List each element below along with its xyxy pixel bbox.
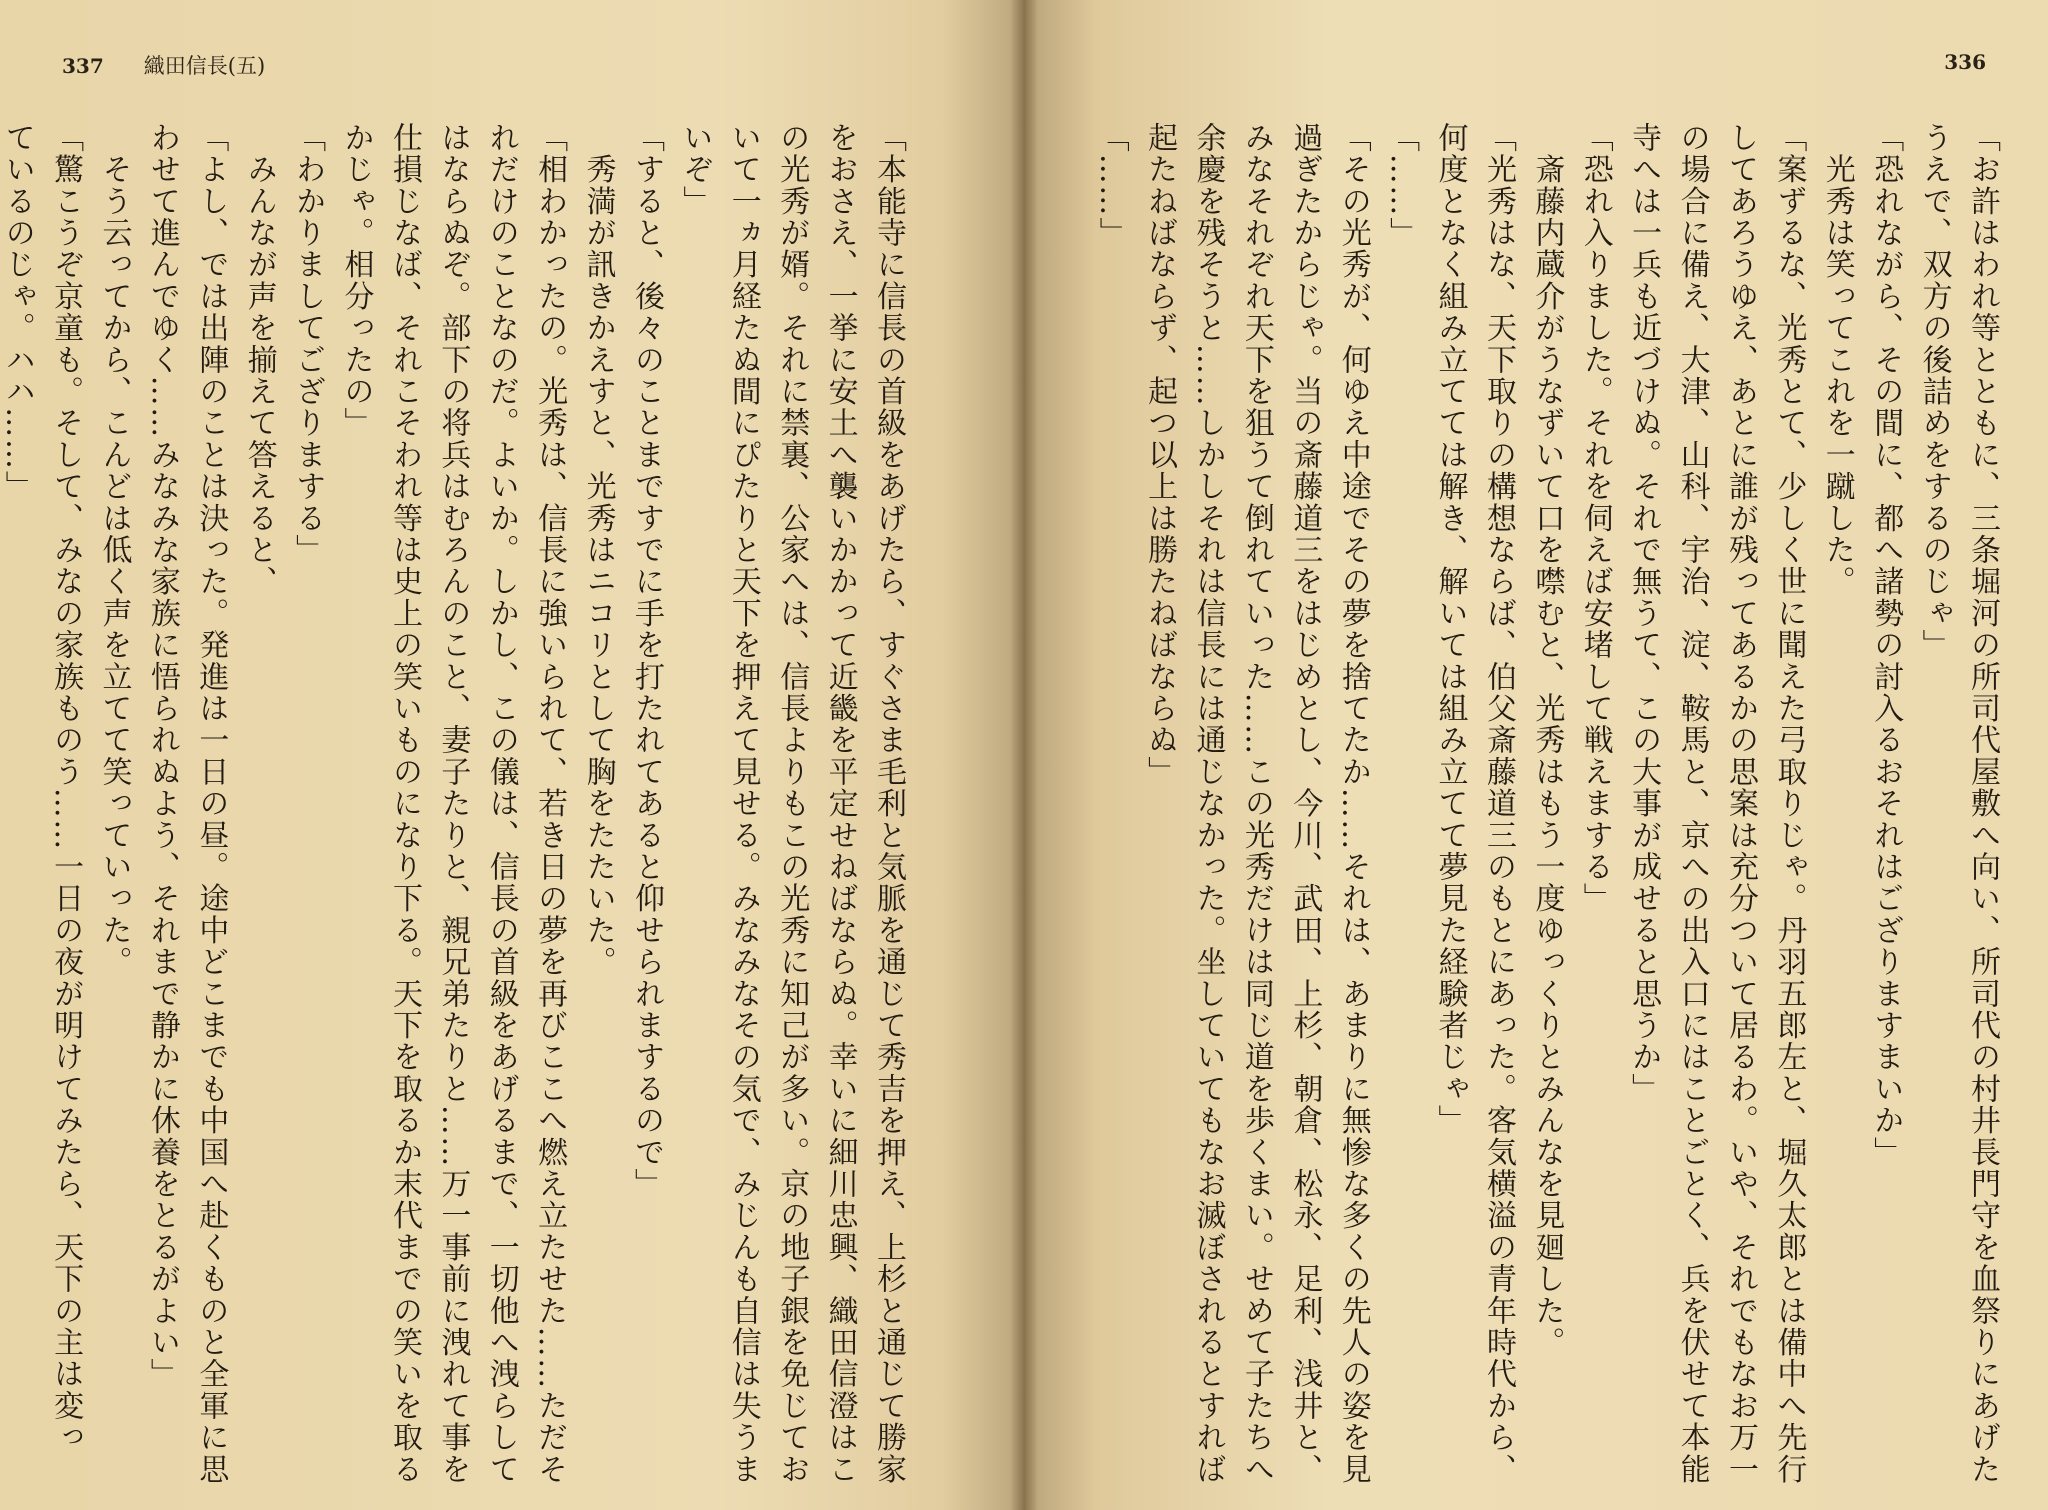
text-column: 過ぎたからじゃ。当の斎藤道三をはじめとし、今川、武田、上杉、朝倉、松永、足利、浅井と、 [1287,122,1323,1486]
text-column: 「本能寺に信長の首級をあげたら、すぐさま毛利と気脈を通じて秀吉を押え、上杉と通じて勝家 [871,122,906,1486]
text-column: 光秀は笑ってこれを一蹴した。 [1819,122,1855,598]
text-column: 余慶を残そうと……しかしそれは信長には通じなかった。坐していてもなお滅ぼされるとすれば [1190,122,1226,1486]
text-column: みんなが声を揃えて答えると、 [241,122,277,598]
text-column: ているのじゃ。ハハ……」 [0,122,35,503]
text-column: の光秀が婿。それに禁裏、公家へは、信長よりもこの光秀に知己が多い。京の地子銀を免じてお [774,122,810,1486]
text-column: 何度となく組み立てては解き、解いては組み立てて夢見た経験者じゃ」 [1432,122,1468,1137]
text-column: 「お許はわれ等とともに、三条堀河の所司代屋敷へ向い、所司代の村井長門守を血祭りにあげた [1965,122,2000,1486]
text-column: 「わかりましてござりまする」 [290,122,326,566]
text-column: かじゃ。相分ったの」 [338,122,374,439]
text-column: 「すると、後々のことまですでに手を打たれてあると仰せられまするので」 [628,122,664,1200]
text-column: 「……」 [1093,122,1129,249]
text-column: 起たねばならず、起つ以上は勝たねばならぬ」 [1142,122,1178,788]
left-page-number: 337 [62,54,104,78]
text-column: 「恐れながら、その間に、都へ諸勢の討入るおそれはござりますまいか」 [1868,122,1904,1169]
book-gutter [1010,0,1038,1510]
text-column: うえで、双方の後詰めをするのじゃ」 [1916,122,1952,661]
text-column: 「よし、では出陣のことは決った。発進は一日の昼。途中どこまでも中国へ赴くものと全軍に思 [193,122,229,1486]
text-column: 「その光秀が、何ゆえ中途でその夢を捨てたか……それは、あまりに無惨な多くの先人の姿を見 [1335,122,1371,1486]
text-column: わせて進んでゆく……みなみな家族に悟られぬよう、それまで静かに休養をとるがよい」 [144,122,180,1390]
text-column: してあろうゆえ、あとに誰が残ってあるかの思案は充分ついて居るわ。いや、それでもなお万一 [1722,122,1758,1486]
text-column: れだけのことなのだ。よいか。しかし、この儀は、信長の首級をあげるまで、一切他へ洩らして [483,122,519,1486]
left-page-body-text [0,122,912,1486]
text-column: 「恐れ入りました。それを伺えば安堵して戦えまする」 [1577,122,1613,915]
text-column: いぞ」 [677,122,713,218]
text-column: いて一ヵ月経たぬ間にぴたりと天下を押えて見せる。みなみなその気で、みじんも自信は失うま [725,122,761,1486]
right-page-number: 336 [1944,50,1986,74]
text-column: 寺へは一兵も近づけぬ。それで無うて、この大事が成せると思うか」 [1626,122,1662,1105]
text-column: 「驚こうぞ京童も。そして、みなの家族ものう……一日の夜が明けてみたら、天下の主は変っ [48,122,84,1454]
right-page-body-text [1086,122,2006,1486]
text-column: をおさえ、一挙に安土へ襲いかかって近畿を平定せねばならぬ。幸いに細川忠興、織田信澄はこ [822,122,858,1486]
running-title: 織田信長(五) [143,54,266,78]
right-page [1024,0,2048,1510]
text-column: そう云ってから、こんどは低く声を立てて笑っていった。 [96,122,132,978]
text-column: みなそれぞれ天下を狙うて倒れていった……この光秀だけは同じ道を歩くまい。せめて子たちへ [1238,122,1274,1486]
text-column: 斎藤内蔵介がうなずいて口を噤むと、光秀はもう一度ゆっくりとみんなを見廻した。 [1529,122,1565,1359]
text-column: 「案ずるな、光秀とて、少しく世に聞えた弓取りじゃ。丹羽五郎左と、堀久太郎とは備中へ先行 [1771,122,1807,1486]
text-column: の場合に備え、大津、山科、宇治、淀、鞍馬と、京への出入口にはことごとく、兵を伏せて本能 [1674,122,1710,1486]
text-column: 「光秀はな、天下取りの構想ならば、伯父斎藤道三のもとにあった。客気横溢の青年時代から、 [1480,122,1516,1486]
left-page-header [62,50,265,80]
text-column: 「……」 [1384,122,1420,249]
text-column: 仕損じなば、それこそわれ等は史上の笑いものになり下る。天下を取るか末代までの笑いを取る [386,122,422,1486]
text-column: 秀満が訊きかえすと、光秀はニコリとして胸をたたいた。 [580,122,616,978]
text-column: はならぬぞ。部下の将兵はむろんのこと、妻子たりと、親兄弟たりと……万一事前に洩れて事を [435,122,471,1486]
text-column: 「相わかったの。光秀は、信長に強いられて、若き日の夢を再びここへ燃え立たせた……ただそ [532,122,568,1486]
